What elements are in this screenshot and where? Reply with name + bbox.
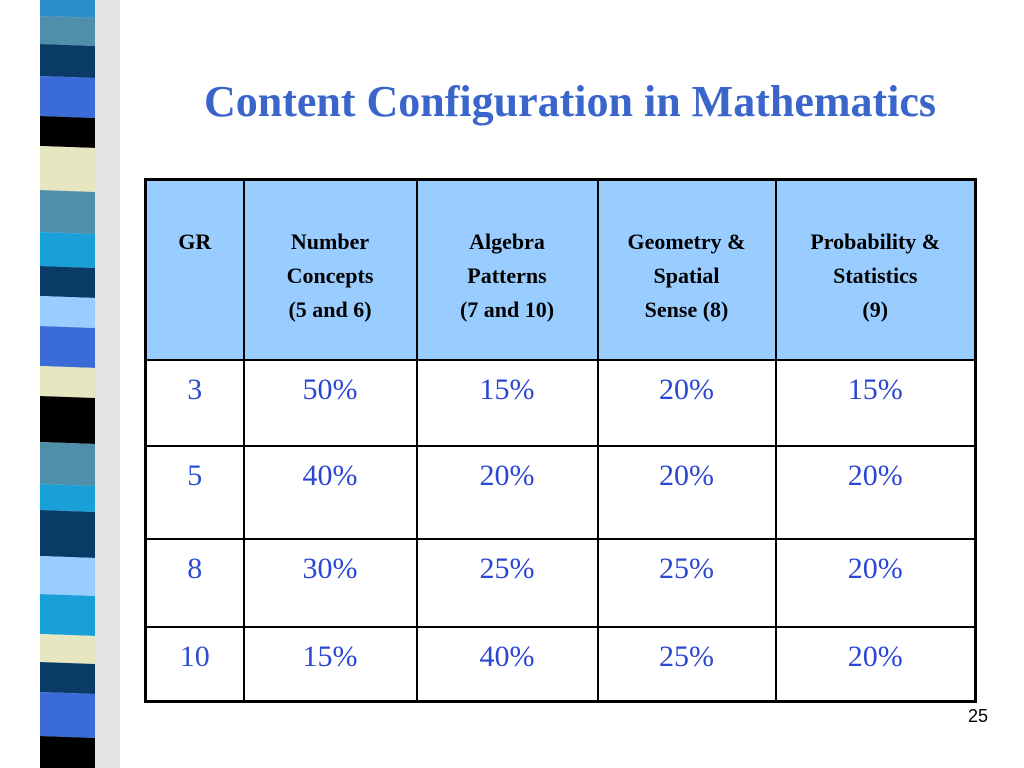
slide-page-number: 25 <box>967 706 988 726</box>
column-header-label: GR <box>178 229 212 254</box>
content-configuration-table <box>144 178 977 703</box>
table-cell: 25% <box>417 539 598 627</box>
decorative-side-strip <box>0 0 120 768</box>
column-header-label: Number Concepts (5 and 6) <box>286 229 374 322</box>
column-header-grade <box>146 180 244 361</box>
table-cell: 20% <box>417 446 598 539</box>
table-row <box>146 627 976 701</box>
table-cell: 20% <box>598 360 776 446</box>
column-header-algebra-patterns <box>417 180 598 361</box>
table-cell: 20% <box>776 446 976 539</box>
grade-cell: 8 <box>146 539 244 627</box>
table-cell: 40% <box>244 446 417 539</box>
table-cell: 20% <box>776 539 976 627</box>
table-cell: 15% <box>417 360 598 446</box>
grade-cell: 10 <box>146 627 244 701</box>
column-header-label: Probability & Statistics (9) <box>810 229 941 322</box>
table-header-row <box>146 180 976 361</box>
table-row <box>146 539 976 627</box>
column-header-geometry-spatial <box>598 180 776 361</box>
table-row <box>146 360 976 446</box>
column-header-number-concepts <box>244 180 417 361</box>
grade-cell: 5 <box>146 446 244 539</box>
table-cell: 20% <box>598 446 776 539</box>
column-header-label: Algebra Patterns (7 and 10) <box>459 229 555 322</box>
slide-title: Content Configuration in Mathematics <box>203 77 937 126</box>
table-cell: 30% <box>244 539 417 627</box>
table-cell: 50% <box>244 360 417 446</box>
table-row <box>146 446 976 539</box>
column-header-label: Geometry & Spatial Sense (8) <box>627 229 746 322</box>
table-cell: 15% <box>776 360 976 446</box>
column-header-probability-statistics <box>776 180 976 361</box>
grade-cell: 3 <box>146 360 244 446</box>
table-cell: 25% <box>598 539 776 627</box>
table-cell: 20% <box>776 627 976 701</box>
table-cell: 25% <box>598 627 776 701</box>
table-cell: 15% <box>244 627 417 701</box>
table-cell: 40% <box>417 627 598 701</box>
